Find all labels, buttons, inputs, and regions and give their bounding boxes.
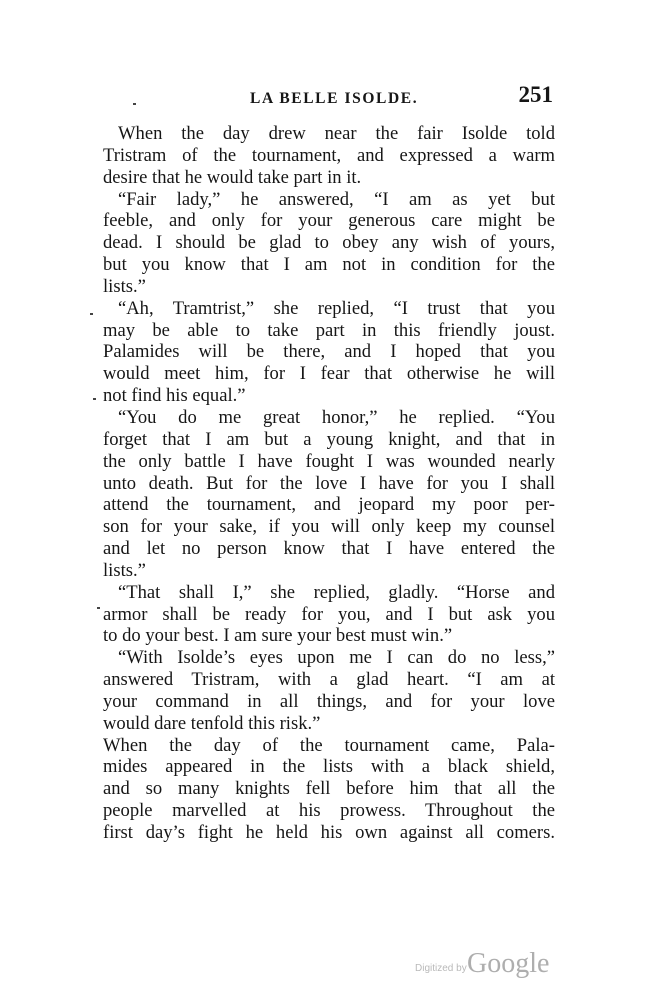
text-line: lists.” [103, 275, 146, 297]
text-line: son for your sake, if you will only keep my counsel [103, 516, 555, 538]
text-line: to do your best. I am sure your best must win.” [103, 625, 453, 647]
text-line: When the day drew near the fair Isolde told [118, 123, 555, 144]
text-line: and so many knights fell before him that all the [103, 778, 555, 800]
google-logo: Google [467, 948, 550, 979]
text-line: but you know that I am not in condition for the [103, 254, 555, 276]
scan-speck [93, 398, 96, 400]
text-line: armor shall be ready for you, and I but ask you [103, 603, 555, 625]
text-line: dead. I should be glad to obey any wish of yours, [103, 232, 555, 254]
body-text [103, 123, 555, 844]
text-line: answered Tristram, with a glad heart. “I am at [103, 669, 555, 691]
digitized-watermark [415, 948, 555, 982]
text-line: would dare tenfold this risk.” [103, 712, 321, 734]
text-line: not find his equal.” [103, 385, 246, 407]
text-line: first day’s fight he held his own against all comers. [103, 822, 555, 843]
running-head: LA BELLE ISOLDE. [250, 90, 419, 107]
digitized-by-label: Digitized by [415, 963, 467, 974]
text-line: the only battle I have fought I was wounded nearly [103, 450, 555, 472]
page-header [103, 82, 553, 112]
text-line: “That shall I,” she replied, gladly. “Horse and [118, 581, 555, 603]
text-line: forget that I am but a young knight, and that in [103, 428, 555, 450]
text-line: “Fair lady,” he answered, “I am as yet but [118, 188, 555, 210]
text-line: your command in all things, and for your love [103, 690, 555, 712]
text-line: lists.” [103, 559, 146, 581]
text-line: people marvelled at his prowess. Throughout the [103, 800, 555, 822]
text-line: When the day of the tournament came, Pala- [103, 734, 555, 756]
page-number: 251 [518, 82, 553, 107]
text-line: Palamides will be there, and I hoped that you [103, 341, 555, 363]
text-line: “With Isolde’s eyes upon me I can do no less,” [118, 647, 555, 669]
text-line: unto death. But for the love I have for you I shall [103, 472, 555, 494]
text-line: may be able to take part in this friendly joust. [103, 319, 555, 341]
text-line: “Ah, Tramtrist,” she replied, “I trust that you [118, 297, 555, 319]
text-line: “You do me great honor,” he replied. “You [118, 406, 555, 428]
text-line: mides appeared in the lists with a black shield, [103, 756, 555, 778]
text-line: and let no person know that I have entered the [103, 538, 555, 560]
text-line: Tristram of the tournament, and expressed a warm [103, 144, 555, 166]
scan-speck [90, 313, 93, 315]
scan-speck [97, 607, 100, 609]
text-line: attend the tournament, and jeopard my poor per- [103, 494, 555, 516]
text-line: would meet him, for I fear that otherwise he will [103, 363, 555, 385]
text-line: feeble, and only for your generous care might be [103, 210, 555, 232]
text-line: desire that he would take part in it. [103, 166, 362, 188]
scan-speck [133, 103, 136, 105]
